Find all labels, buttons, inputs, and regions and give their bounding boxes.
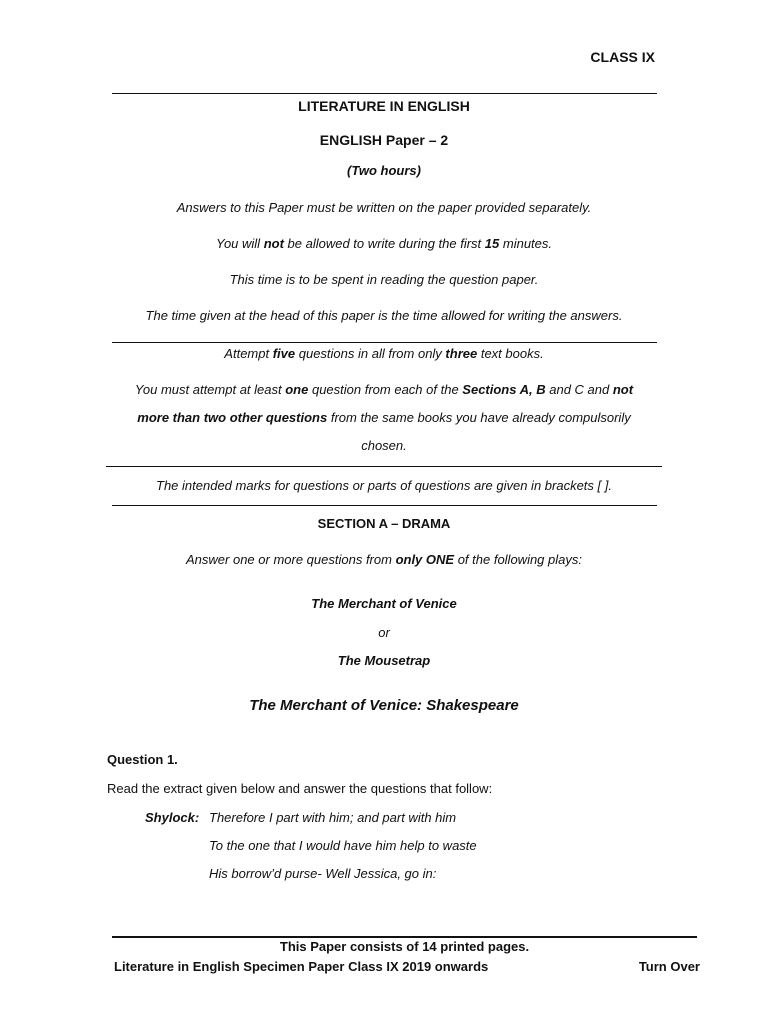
attempt-line-4: chosen. — [361, 438, 407, 453]
section-divider — [112, 505, 657, 506]
attempt-line-2: You must attempt at least one question from each of the Sections A, B and C and not — [134, 382, 634, 397]
turn-over-label: Turn Over — [638, 959, 700, 974]
footer-divider — [112, 936, 697, 938]
extract-line-3: His borrow’d purse- Well Jessica, go in: — [209, 866, 437, 881]
speaker-name: Shylock: — [145, 810, 200, 825]
instruction-line-1: Answers to this Paper must be written on the paper provided separately. — [176, 200, 592, 215]
page-count: This Paper consists of 14 printed pages. — [279, 939, 530, 954]
subject-title: LITERATURE IN ENGLISH — [298, 98, 470, 114]
instruction-line-2: You will not be allowed to write during the first 15 minutes. — [215, 236, 553, 251]
top-divider — [112, 93, 657, 94]
footer-title: Literature in English Specimen Paper Class IX 2019 onwards — [114, 959, 489, 974]
extract-line-2: To the one that I would have him help to waste — [209, 838, 477, 853]
class-label: CLASS IX — [590, 49, 655, 65]
section-heading: SECTION A – DRAMA — [317, 516, 451, 531]
paper-title: ENGLISH Paper – 2 — [319, 132, 449, 148]
question-number: Question 1. — [107, 752, 178, 767]
attempt-divider — [106, 466, 662, 467]
duration: (Two hours) — [347, 163, 421, 178]
attempt-line-1: Attempt five questions in all from only three text books. — [224, 346, 544, 361]
play-heading: The Merchant of Venice: Shakespeare — [249, 697, 519, 714]
play-option-1: The Merchant of Venice — [311, 596, 457, 611]
play-option-2: The Mousetrap — [337, 653, 431, 668]
extract-line-1: Therefore I part with him; and part with him — [209, 810, 457, 825]
attempt-line-3: more than two other questions from the same books you have already compulsorily — [137, 410, 631, 425]
instructions-divider — [112, 342, 657, 343]
marks-note: The intended marks for questions or parts of questions are given in brackets [ ]. — [156, 478, 612, 493]
instruction-line-3: This time is to be spent in reading the question paper. — [229, 272, 539, 287]
question-prompt: Read the extract given below and answer the questions that follow: — [107, 781, 493, 796]
or-separator: or — [378, 625, 390, 640]
section-instruction: Answer one or more questions from only ONE of the following plays: — [186, 552, 582, 567]
instruction-line-4: The time given at the head of this paper is the time allowed for writing the answers. — [145, 308, 623, 323]
